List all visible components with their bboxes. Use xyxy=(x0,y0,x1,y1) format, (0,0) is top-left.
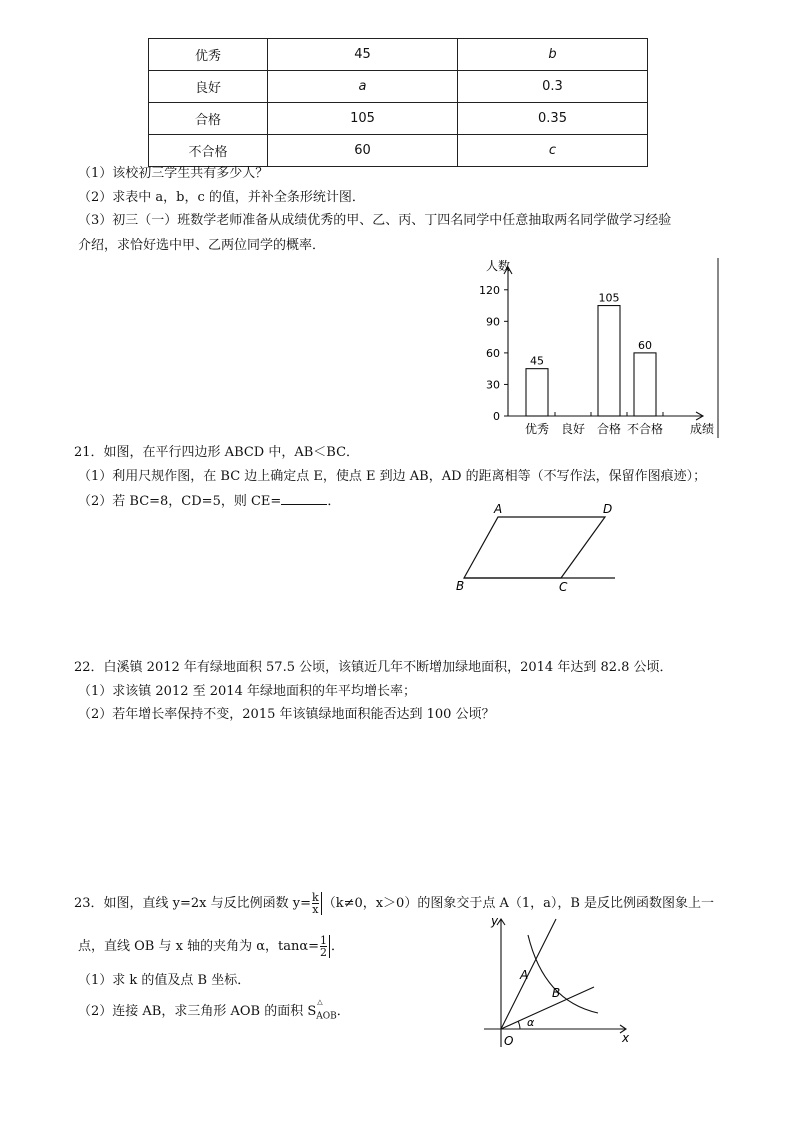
q23-line2-end: ． xyxy=(331,939,345,954)
label-b: B xyxy=(456,579,465,593)
label-alpha: α xyxy=(527,1016,535,1029)
q23-line2 xyxy=(78,935,344,958)
label-d: D xyxy=(603,502,613,516)
chart-category-label: 不合格 xyxy=(626,422,664,436)
chart-bar-value-label: 60 xyxy=(638,338,652,352)
q22-part1: （1）求该镇 2012 至 2014 年绿地面积的年平均增长率； xyxy=(78,684,416,699)
frac-denominator: 2 xyxy=(320,946,328,959)
function-graph-figure xyxy=(476,905,636,1055)
table-row xyxy=(149,135,648,167)
frac-numerator: k xyxy=(312,891,319,904)
chart-category-label: 良好 xyxy=(560,422,586,436)
frac-numerator: 1 xyxy=(320,934,328,947)
fraction-one-half xyxy=(320,935,330,958)
count-cell: 45 xyxy=(268,39,458,71)
q20-part1: （1）该校初三学生共有多少人？ xyxy=(78,166,269,181)
line-ob xyxy=(501,987,594,1029)
frequency-cell: 0.3 xyxy=(458,71,648,103)
label-y: y xyxy=(491,914,499,928)
grade-level-cell: 优秀 xyxy=(149,39,268,71)
count-cell: 60 xyxy=(268,135,458,167)
frequency-cell: c xyxy=(458,135,648,167)
chart-y-label: 人数 xyxy=(486,259,511,273)
grade-bar-chart xyxy=(470,252,730,440)
q23-part2-end: ． xyxy=(336,1004,350,1019)
q23-line1-start: 23．如图，直线 y=2x 与反比例函数 y= xyxy=(74,896,312,911)
q21-part2-text: （2）若 BC=8，CD=5，则 CE= xyxy=(78,494,282,509)
area-subscript: AOB xyxy=(316,1011,337,1022)
table-row xyxy=(149,39,648,71)
grade-frequency-table xyxy=(148,38,648,167)
q21-part2-end: ． xyxy=(327,494,341,509)
chart-category-label: 优秀 xyxy=(524,422,550,436)
table-row xyxy=(149,71,648,103)
count-cell: 105 xyxy=(268,103,458,135)
q20-part2: （2）求表中 a，b，c 的值，并补全条形统计图． xyxy=(78,190,365,205)
triangle-mark: △ xyxy=(317,998,323,1006)
parallelogram-abcd xyxy=(464,517,605,578)
angle-arc xyxy=(518,1021,520,1029)
chart-x-label: 成绩 xyxy=(690,422,715,436)
chart-category-label: 合格 xyxy=(596,422,622,436)
q22-part2: （2）若年增长率保持不变，2015 年该镇绿地面积能否达到 100 公顷？ xyxy=(78,707,495,722)
q23-part2 xyxy=(78,998,350,1026)
chart-y-tick-label: 60 xyxy=(486,346,500,360)
grade-level-cell: 合格 xyxy=(149,103,268,135)
frequency-cell: 0.35 xyxy=(458,103,648,135)
fraction-k-over-x xyxy=(312,892,322,915)
label-a: A xyxy=(494,502,503,516)
label-a: A xyxy=(520,968,529,982)
chart-bar xyxy=(598,306,620,416)
chart-y-tick-label: 90 xyxy=(486,315,500,329)
answer-blank xyxy=(281,492,327,505)
chart-y-tick-label: 0 xyxy=(493,410,500,423)
chart-y-tick-label: 30 xyxy=(486,378,500,392)
label-o: O xyxy=(504,1034,514,1048)
q21-part2 xyxy=(78,492,340,511)
grade-level-cell: 良好 xyxy=(149,71,268,103)
q22-title: 22．白溪镇 2012 年有绿地面积 57.5 公顷，该镇近几年不断增加绿地面积，2014 年达到 82.8 公顷． xyxy=(74,660,673,675)
frequency-cell: b xyxy=(458,39,648,71)
chart-bar-value-label: 45 xyxy=(530,354,544,368)
q21-title: 21．如图，在平行四边形 ABCD 中，AB＜BC． xyxy=(74,445,360,460)
frac-denominator: x xyxy=(312,903,319,916)
label-c: C xyxy=(559,580,568,594)
q20-part3-line2: 介绍，求恰好选中甲、乙两位同学的概率． xyxy=(78,238,326,253)
table-row xyxy=(149,103,648,135)
label-b: B xyxy=(552,986,561,1000)
q21-part1: （1）利用尺规作图，在 BC 边上确定点 E，使点 E 到边 AB，AD 的距离相等（不写作法，保留作图痕迹）； xyxy=(78,469,707,484)
parallelogram-figure xyxy=(450,500,620,596)
q23-line2-start: 点，直线 OB 与 x 轴的夹角为 α，tanα= xyxy=(78,939,320,954)
grade-level-cell: 不合格 xyxy=(149,135,268,167)
label-x: x xyxy=(622,1031,630,1045)
chart-bar xyxy=(526,369,548,416)
q20-part3-line1: （3）初三（一）班数学老师准备从成绩优秀的甲、乙、丙、丁四名同学中任意抽取两名同学做学习经验 xyxy=(78,213,672,228)
chart-y-tick-label: 120 xyxy=(479,283,500,297)
count-cell: a xyxy=(268,71,458,103)
q23-part2-text: （2）连接 AB，求三角形 AOB 的面积 S xyxy=(78,1004,317,1019)
chart-bar xyxy=(634,353,656,416)
q23-line1-end: （k≠0，x＞0）的图象交于点 A（1，a），B 是反比例函数图象上一 xyxy=(322,896,715,911)
chart-bar-value-label: 105 xyxy=(598,291,620,305)
q23-part1: （1）求 k 的值及点 B 坐标． xyxy=(78,973,251,988)
